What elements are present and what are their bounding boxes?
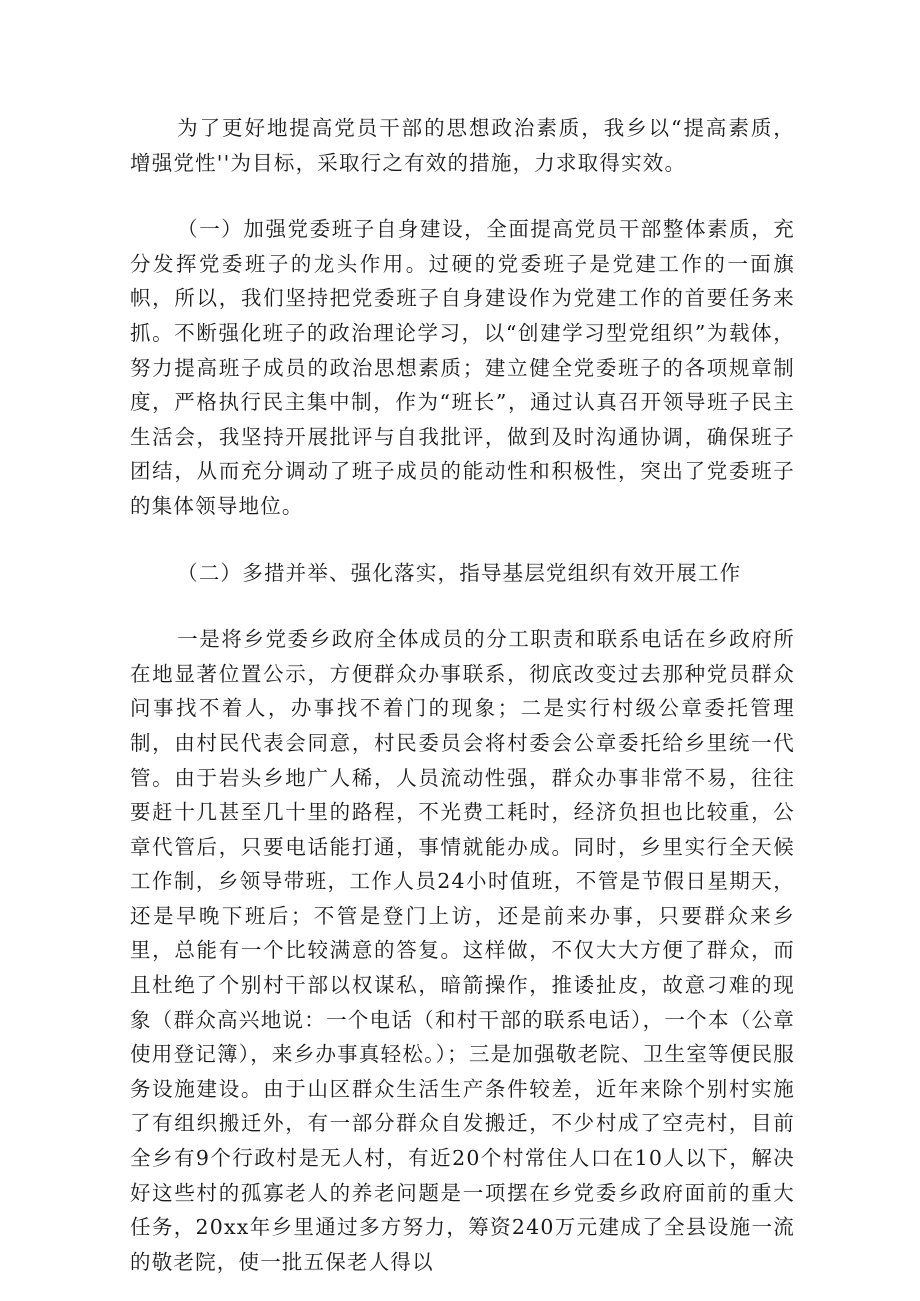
section-two-heading: （二）多措并举、强化落实，指导基层党组织有效开展工作 <box>177 560 742 585</box>
paragraph-section-two-body: 一是将乡党委乡政府全体成员的分工职责和联系电话在乡政府所在地显著位置公示，方便群众办事联系，彻底改变过去那种党员群众问事找不着人，办事找不着门的现象；二是实行村级公章委托管理制，由村民代表会同意，村民委员会将村委会公章委托给乡里统一代管。由于岩头乡地广人稀，人员流动性强，群众办事非常不易，往往要赶十几甚至几十里的路程，不光费工耗时，经济负担也比较重，公章代管后，只要电话能打通，事情就能办成。同时，乡里实行全天候工作制，乡领导带班，工作人员24小时值班，不管是节假日星期天，还是早晚下班后；不管是登门上访，还是前来办事，只要群众来乡里，总能有一个比较满意的答复。这样做，不仅大大方便了群众，而且杜绝了个别村干部以权谋私，暗箭操作，推诿扯皮，故意刁难的现象（群众高兴地说：一个电话（和村干部的联系电话），一个本（公章使用登记簿），来乡办事真轻松。）；三是加强敬老院、卫生室等便民服务设施建设。由于山区群众生活生产条件较差，近年来除个别村实施了有组织搬迁外，有一部分群众自发搬迁，不少村成了空壳村，目前全乡有9个行政村是无人村，有近20个村常住人口在10人以下，解决好这些村的孤寡老人的养老问题是一项摆在乡党委乡政府面前的重大任务，20xx年乡里通过多方努力，筹资240万元建成了全县设施一流的敬老院，使一批五保老人得以 <box>130 627 795 1274</box>
paragraph-intro: 为了更好地提高党员干部的思想政治素质，我乡以“提高素质，增强党性''为目标，采取行之有效的措施，力求取得实效。 <box>130 116 795 175</box>
paragraph-gap <box>130 524 795 556</box>
paragraph-section-one: （一）加强党委班子自身建设，全面提高党员干部整体素质，充分发挥党委班子的龙头作用。过硬的党委班子是党建工作的一面旗帜，所以，我们坚持把党委班子自身建设作为党建工作的首要任务来抓。不断强化班子的政治理论学习，以“创建学习型党组织”为载体，努力提高班子成员的政治思想素质；建立健全党委班子的各项规章制度，严格执行民主集中制，作为“班长”，通过认真召开领导班子民主生活会，我坚持开展批评与自我批评，做到及时沟通协调，确保班子团结，从而充分调动了班子成员的能动性和积极性，突出了党委班子的集体领导地位。 <box>130 217 795 518</box>
paragraph-gap <box>130 590 795 622</box>
document-body <box>130 111 795 1279</box>
paragraph-gap <box>130 180 795 212</box>
